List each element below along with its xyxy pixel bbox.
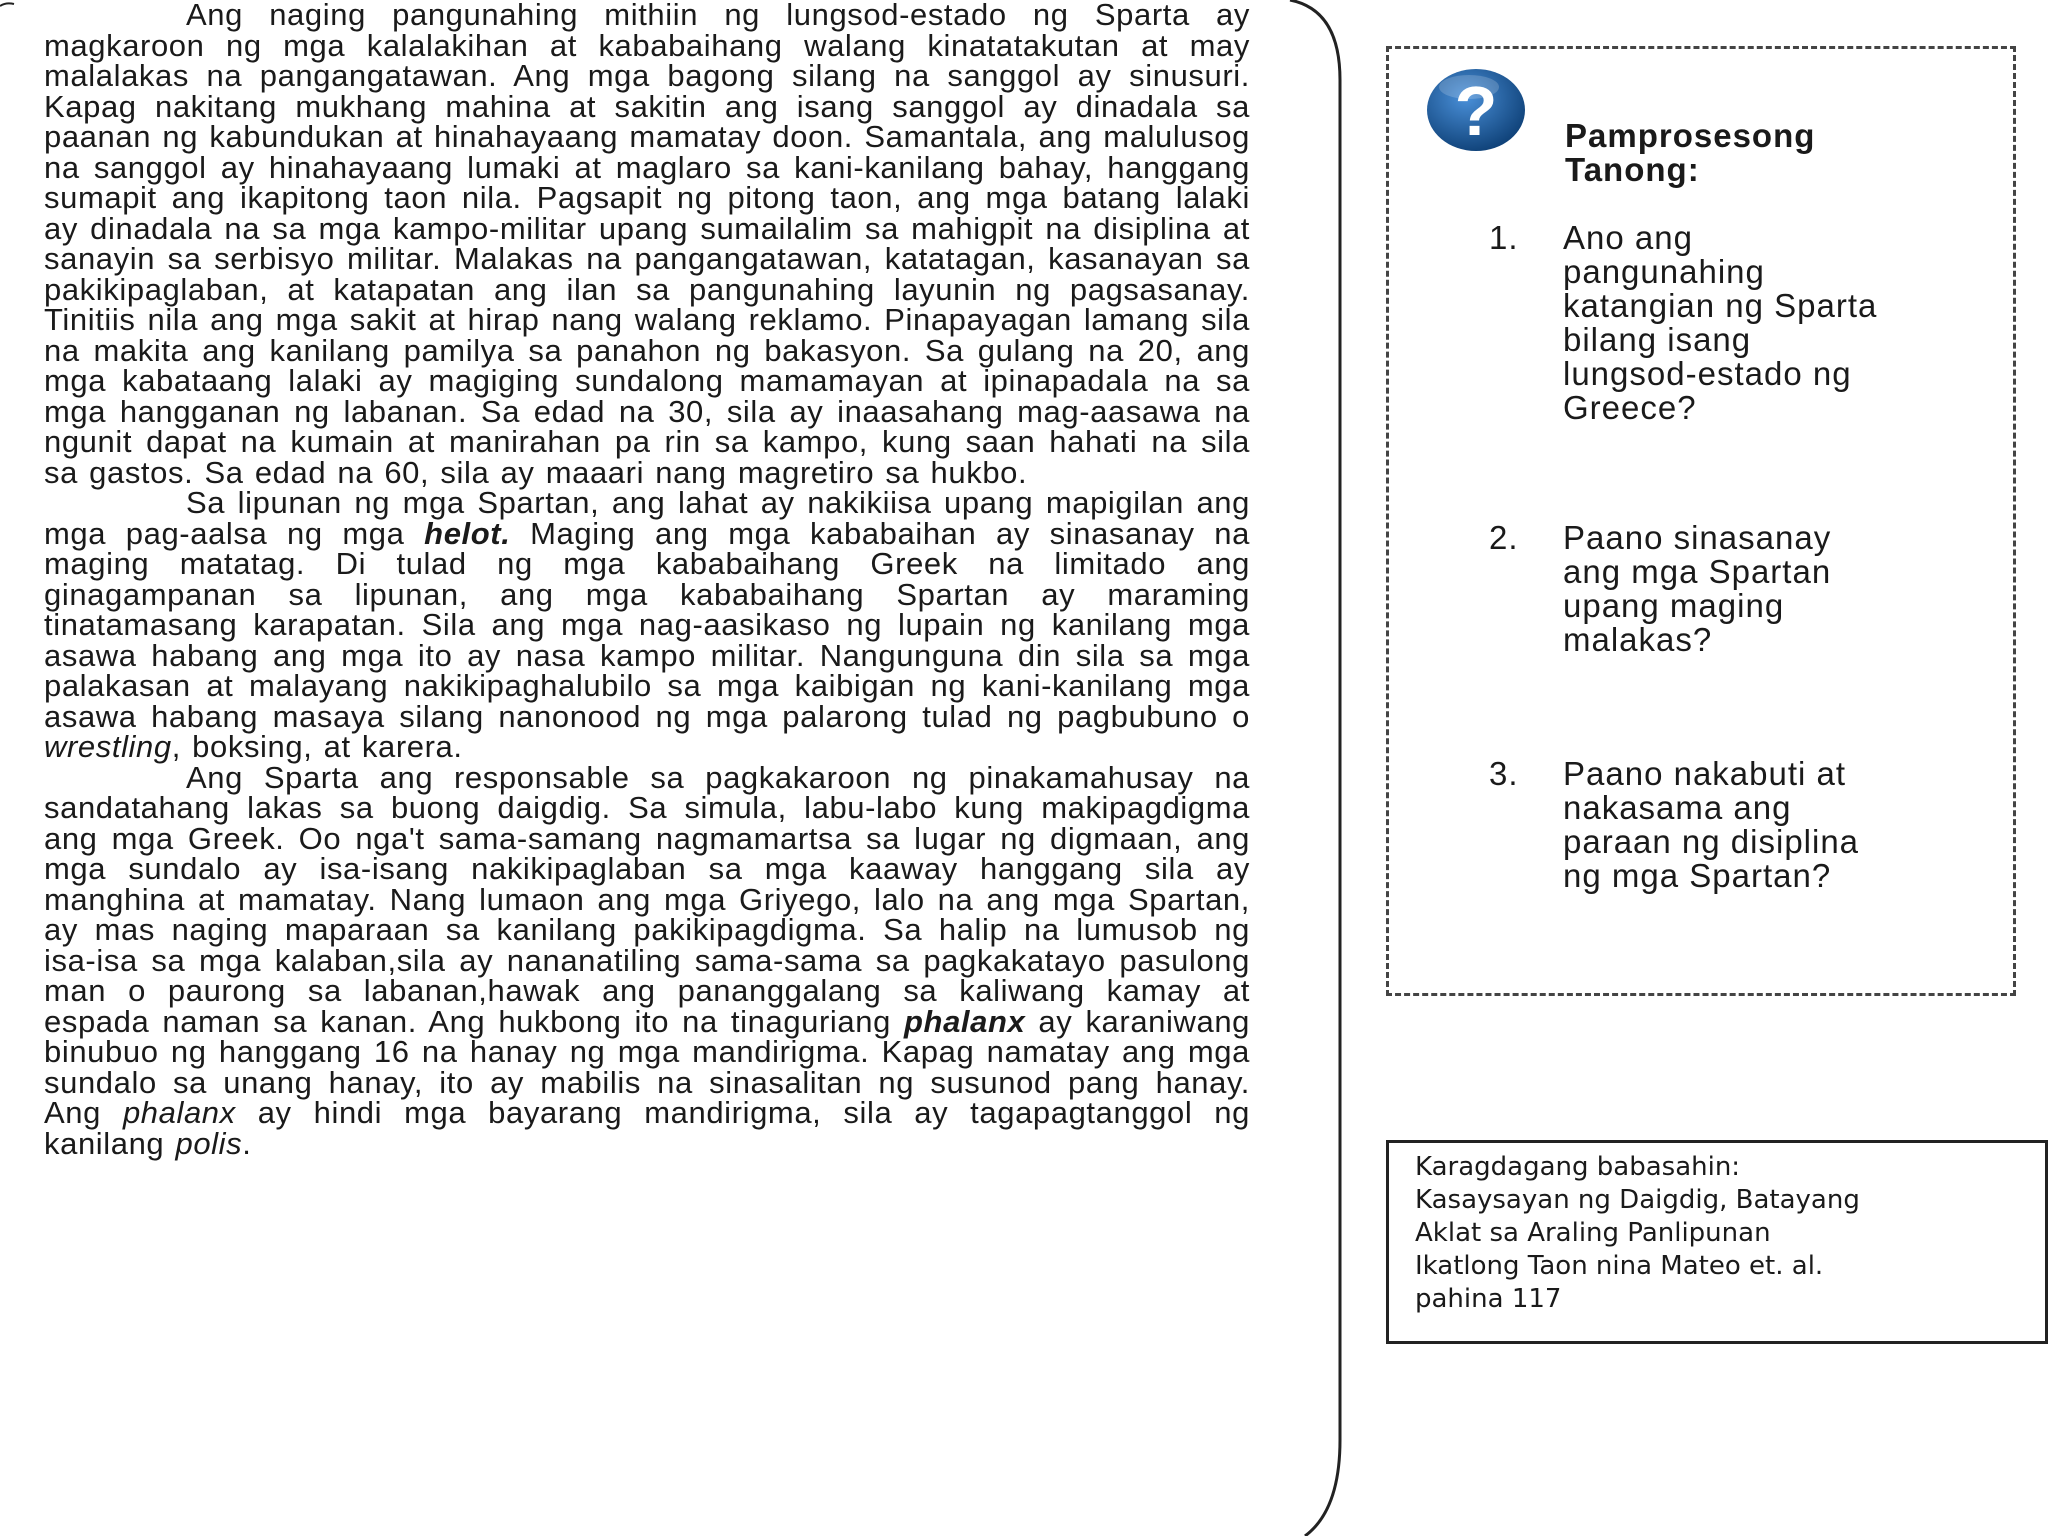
- questions-title-line-2: Tanong:: [1565, 151, 1700, 188]
- question-item: [1489, 521, 1999, 657]
- reference-line: Aklat sa Araling Panlipunan: [1415, 1218, 1771, 1248]
- question-text: [1563, 521, 1999, 657]
- passage-text-segment: phalanx: [122, 1095, 236, 1130]
- passage-text-segment: Ang Sparta ang responsable sa pagkakaroon ng pinakamahusay na sandatahang lakas sa buong daigdig. Sa simula, labu-labo kung makipagdigma ang mga Greek. Oo nga't sama-samang nagmamartsa sa lugar ng digmaan, ang mga sundalo ay isa-isang nakikipaglaban sa mga kaaway hanggang sila ay manghina at mamatay. Nang lumaon ang mga Griyego, lalo na ang mga Spartan, ay mas naging maparaan sa kanilang pakikipagdigma. Sa halip na lumusob ng isa-isa sa mga kalaban,sila ay nananatiling sama-sama sa pagkakatayo pasulong man o paurong sa labanan,hawak ang pananggalang sa kaliwang kamay at espada naman sa kanan. Ang hukbong ito na tinaguriang: [44, 759, 1250, 1039]
- question-line: Paano nakabuti at: [1563, 755, 1847, 792]
- question-line: katangian ng Sparta: [1563, 287, 1878, 324]
- passage-text-segment: ay hindi mga bayarang mandirigma, sila ay tagapagtanggol ng kanilang: [44, 1095, 1250, 1161]
- question-line: ng mga Spartan?: [1563, 857, 1832, 894]
- passage-text-segment: Ang naging pangunahing mithiin ng lungsod-estado ng Sparta ay magkaroon ng mga kalalakihan at kababaihang walang kinatatakutan at may malalakas na pangangatawan. Ang mga bagong silang na sanggol ay sinusuri. Kapag nakitang mukhang mahina at sakitin ang isang sanggol ay dinadala sa paanan ng kabundukan at hinahayaang mamatay doon. Samantala, ang malulusog na sanggol ay hinahayaang lumaki at maglaro sa kani-kanilang bahay, hanggang sumapit ang ikapitong taon nila. Pagsapit ng pitong taon, ang mga batang lalaki ay dinadala na sa mga kampo-militar upang sumailalim sa mahigpit na disiplina at sanayin sa serbisyo militar. Malakas na pangangatawan, katatagan, kasanayan sa pakikipaglaban, at katapatan ang ilan sa pangunahing layunin ng pagsasanay. Tinitiis nila ang mga sakit at hirap nang walang reklamo. Pinapayagan lamang sila na makita ang kanilang pamilya sa panahon ng bakasyon. Sa gulang na 20, ang mga kabataang lalaki ay magiging sundalong mamamayan at ipinapadala na sa mga hangganan ng labanan. Sa edad na 30, sila ay inaasahang mag-aasawa na ngunit dapat na kumain at manirahan pa rin sa kampo, kung saan hahati na sila sa gastos. Sa edad na 60, sila ay maaari nang magretiro sa hukbo.: [44, 0, 1250, 490]
- question-line: nakasama ang: [1563, 789, 1792, 826]
- question-line: malakas?: [1563, 621, 1713, 658]
- question-item: [1489, 757, 1999, 893]
- svg-text:?: ?: [1454, 72, 1498, 150]
- passage-text-segment: phalanx: [904, 1003, 1026, 1039]
- reference-line: Karagdagang babasahin:: [1415, 1152, 1741, 1182]
- question-line: upang maging: [1563, 587, 1785, 624]
- passage-paragraph: [44, 759, 1250, 1161]
- reference-box: [1386, 1140, 2048, 1344]
- question-item: [1489, 221, 1999, 425]
- question-number: 3.: [1489, 755, 1519, 792]
- question-line: pangunahing: [1563, 253, 1765, 290]
- passage-paragraph: [44, 485, 1250, 764]
- passage-text-segment: wrestling: [44, 729, 172, 764]
- passage-text-segment: Maging ang mga kababaihan ay sinasanay na maging matatag. Di tulad ng mga kababaihang Greek na limitado ang ginagampanan sa lipunan, ang mga kababaihang Spartan ay maraming tinatamasang karapatan. Sila ang mga nag-aasikaso ng lupain ng kanilang mga asawa habang ang mga ito ay nasa kampo militar. Nangunguna din sila sa mga palakasan at malayang nakikipaghalubilo sa mga kaibigan ng kani-kanilang mga asawa habang masaya silang nanonood ng mga palarong tulad ng pagbubuno o: [44, 515, 1250, 734]
- question-line: paraan ng disiplina: [1563, 823, 1860, 860]
- passage-text-segment: .: [242, 1125, 252, 1161]
- reference-line: Kasaysayan ng Daigdig, Batayang: [1415, 1185, 1860, 1215]
- question-line: Paano sinasanay: [1563, 519, 1832, 556]
- questions-title-line-1: Pamprosesong: [1565, 117, 1816, 154]
- questions-title: [1565, 119, 1815, 187]
- question-line: ang mga Spartan: [1563, 553, 1832, 590]
- reference-line: Ikatlong Taon nina Mateo et. al.: [1415, 1251, 1824, 1281]
- question-number: 2.: [1489, 519, 1519, 556]
- passage-text-segment: helot.: [424, 515, 511, 551]
- question-number: 1.: [1489, 219, 1519, 256]
- processing-questions-box: [1386, 46, 2016, 996]
- passage-paragraph: [44, 0, 1250, 488]
- question-3: [1489, 757, 1999, 893]
- passage-text-segment: ay karaniwang binubuo ng hanggang 16 na hanay ng mga mandirigma. Kapag namatay ang mga sundalo sa unang hanay, ito ay mabilis na sinasalitan ng susunod pang hanay. Ang: [44, 1003, 1250, 1130]
- question-line: lungsod-estado ng: [1563, 355, 1852, 392]
- question-text: [1563, 221, 1999, 425]
- passage-text-segment: polis: [175, 1125, 243, 1161]
- question-mark-icon: [1425, 67, 1527, 153]
- question-line: Greece?: [1563, 389, 1697, 426]
- question-text: [1563, 757, 1999, 893]
- question-2: [1489, 521, 1999, 657]
- passage-text-segment: Sa lipunan ng mga Spartan, ang lahat ay nakikiisa upang mapigilan ang mga pag-aalsa ng mga: [44, 485, 1250, 551]
- reference-line: pahina 117: [1415, 1284, 1562, 1314]
- question-1: [1489, 221, 1999, 425]
- reading-passage: [44, 0, 1250, 1159]
- question-line: Ano ang: [1563, 219, 1693, 256]
- question-line: bilang isang: [1563, 321, 1752, 358]
- passage-text-segment: , boksing, at karera.: [171, 729, 463, 764]
